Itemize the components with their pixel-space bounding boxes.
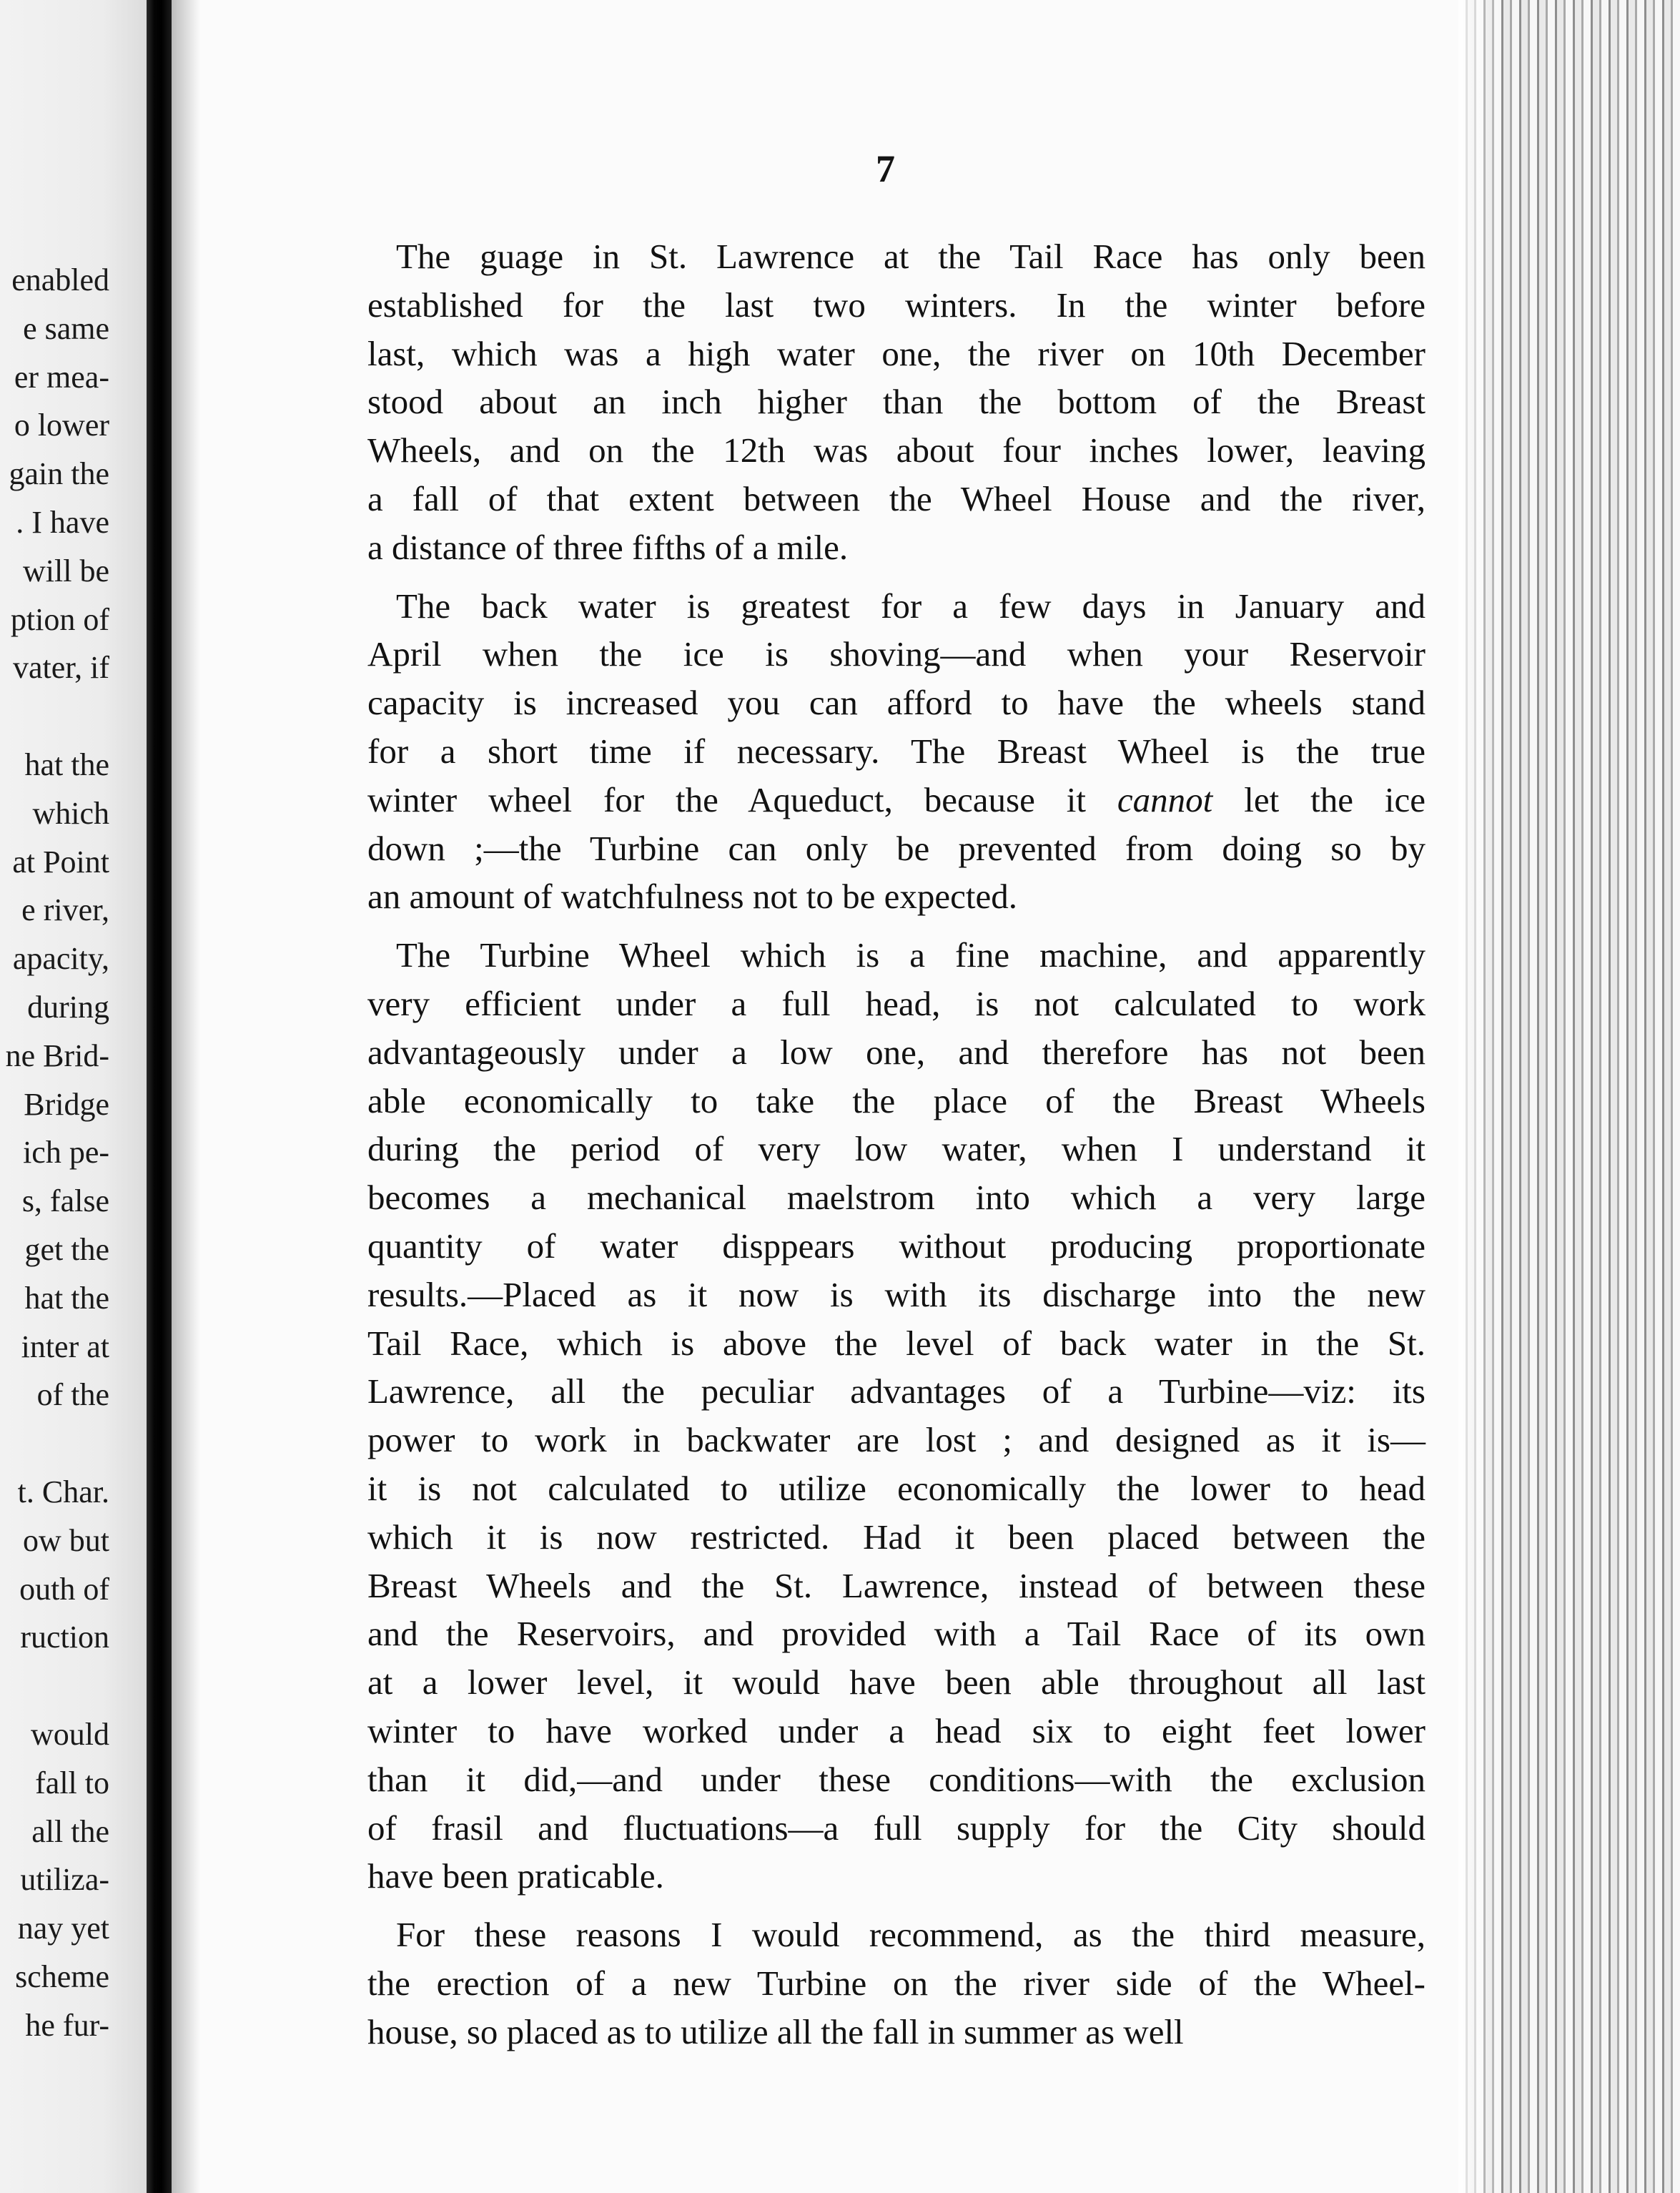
- left-page-fragment: scheme: [15, 1958, 109, 1994]
- left-page-fragment: during: [27, 989, 109, 1025]
- left-page-fragment: hat the: [24, 1280, 109, 1316]
- text-line: of frasil and fluctuations—a full supply for the City should: [367, 1808, 1425, 1848]
- text-line: Wheels, and on the 12th was about four inches lower, leaving: [367, 430, 1425, 470]
- page-number: 7: [876, 147, 895, 190]
- left-page-fragment: Bridge: [24, 1086, 109, 1122]
- emphasis: cannot: [1117, 779, 1213, 819]
- text-line: last, which was a high water one, the river on 10th December: [367, 333, 1425, 373]
- text-line: which it is now restricted. Had it been placed between the: [367, 1517, 1425, 1557]
- left-page-fragment: which: [32, 795, 109, 831]
- text-line: and the Reservoirs, and provided with a Tail Race of its own: [367, 1614, 1425, 1654]
- left-page-fragment: [0, 692, 109, 741]
- left-page-fragment: enabled: [11, 262, 109, 297]
- text-line: than it did,—and under these conditions—with the exclusion: [367, 1759, 1425, 1799]
- left-page-fragment: vater, if: [12, 650, 109, 686]
- left-page-fragment: get the: [24, 1231, 109, 1267]
- text-line: The guage in St. Lawrence at the Tail Race has only been: [396, 237, 1425, 276]
- text-line: stood about an inch higher than the bottom of the Breast: [367, 382, 1425, 422]
- left-page-fragment: ne Brid-: [5, 1038, 109, 1073]
- text-line: at a lower level, it would have been able throughout all last: [367, 1662, 1425, 1702]
- left-page-fragment: nay yet: [17, 1911, 109, 1946]
- text-line: an amount of watchfulness not to be expected.: [367, 877, 1017, 917]
- left-page-fragment: o lower: [14, 408, 109, 443]
- text-line: capacity is increased you can afford to have the wheels stand: [367, 683, 1425, 723]
- left-page-text-fragments: [0, 256, 109, 2049]
- text-line: quantity of water disppears without producing proportionate: [367, 1226, 1425, 1266]
- paragraph: [367, 931, 1425, 1901]
- gutter-shadow: [172, 0, 200, 2193]
- book-gutter: [147, 0, 172, 2193]
- text-line: established for the last two winters. In the winter before: [367, 285, 1425, 325]
- left-page-fragment: will be: [23, 553, 109, 588]
- left-page-fragment: gain the: [9, 456, 109, 492]
- text-line: advantageously under a low one, and therefore has not been: [367, 1032, 1425, 1072]
- left-facing-page: [0, 0, 147, 2193]
- paragraph: [367, 582, 1425, 922]
- left-page-fragment: ich pe-: [23, 1135, 109, 1171]
- text-line: a distance of three fifths of a mile.: [367, 527, 849, 567]
- text-line: able economically to take the place of the Breast Wheels: [367, 1080, 1425, 1120]
- text-line: winter wheel for the Aqueduct, because it cannot let the ice: [367, 779, 1425, 819]
- left-page-fragment: outh of: [19, 1571, 109, 1607]
- text-line: becomes a mechanical maelstrom into which a very large: [367, 1178, 1425, 1218]
- body-text: [367, 232, 1425, 2066]
- left-page-fragment: e river,: [21, 892, 109, 928]
- left-page-fragment: apacity,: [12, 941, 109, 977]
- text-line: down ;—the Turbine can only be prevented from doing so by: [367, 828, 1425, 868]
- page-edges-fade: [1458, 0, 1501, 2193]
- left-page-fragment: [0, 1662, 109, 1710]
- text-line: Breast Wheels and the St. Lawrence, instead of between these: [367, 1565, 1425, 1605]
- left-page-fragment: all the: [31, 1813, 109, 1849]
- left-page-fragment: ow but: [23, 1522, 109, 1558]
- text-line: The Turbine Wheel which is a fine machine, and apparently: [396, 935, 1425, 975]
- left-page-fragment: ption of: [10, 601, 109, 637]
- left-page-fragment: fall to: [35, 1765, 109, 1800]
- text-line: during the period of very low water, when I understand it: [367, 1129, 1425, 1169]
- text-line: results.—Placed as it now is with its discharge into the new: [367, 1274, 1425, 1314]
- left-page-fragment: would: [31, 1716, 109, 1752]
- left-page-fragment: of the: [36, 1377, 109, 1413]
- paragraph: [367, 1911, 1425, 2056]
- text-line: Tail Race, which is above the level of back water in the St.: [367, 1323, 1425, 1363]
- left-page-fragment: hat the: [24, 746, 109, 782]
- text-line: for a short time if necessary. The Breast Wheel is the true: [367, 731, 1425, 771]
- left-page-fragment: utiliza-: [20, 1862, 109, 1898]
- left-page-fragment: e same: [23, 310, 109, 346]
- left-page-fragment: [0, 1419, 109, 1468]
- right-page: [172, 0, 1458, 2193]
- left-page-fragment: inter at: [21, 1329, 109, 1364]
- left-page-fragment: t. Char.: [17, 1474, 109, 1509]
- text-line: Lawrence, all the peculiar advantages of a Turbine—viz: its: [367, 1371, 1425, 1411]
- text-line: a fall of that extent between the Wheel House and the river,: [367, 478, 1425, 518]
- text-line: power to work in backwater are lost ; and designed as it is—: [367, 1420, 1425, 1460]
- text-line: the erection of a new Turbine on the river side of the Wheel-: [367, 1963, 1425, 2003]
- left-page-fragment: . I have: [16, 504, 109, 540]
- text-line: For these reasons I would recommend, as the third measure,: [396, 1915, 1425, 1955]
- left-page-fragment: ruction: [20, 1620, 109, 1655]
- text-line: it is not calculated to utilize economically the lower to head: [367, 1468, 1425, 1508]
- text-line: house, so placed as to utilize all the fall in summer as well: [367, 2011, 1184, 2051]
- text-line: very efficient under a full head, is not calculated to work: [367, 983, 1425, 1023]
- paragraph: [367, 232, 1425, 572]
- text-line: The back water is greatest for a few days in January and: [396, 586, 1425, 626]
- left-page-fragment: s, false: [21, 1183, 109, 1219]
- text-line: April when the ice is shoving—and when your Reservoir: [367, 634, 1425, 674]
- text-line: winter to have worked under a head six to eight feet lower: [367, 1710, 1425, 1750]
- left-page-fragment: he fur-: [25, 2007, 109, 2043]
- text-line: have been praticable.: [367, 1856, 664, 1896]
- left-page-fragment: er mea-: [14, 359, 109, 395]
- left-page-fragment: at Point: [12, 844, 109, 879]
